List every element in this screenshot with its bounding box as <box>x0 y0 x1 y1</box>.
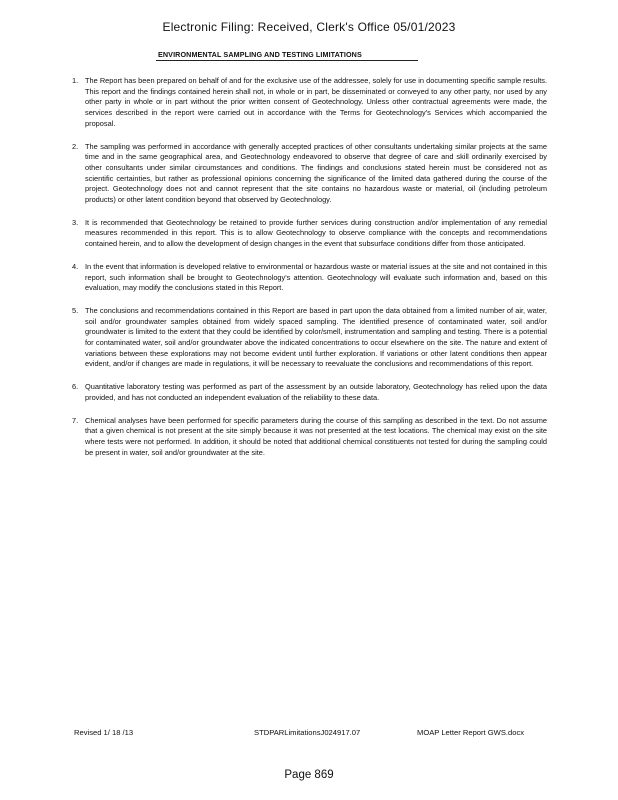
list-item <box>72 142 547 206</box>
footer-document-code: STDPARLimitationsJ024917.07 <box>254 728 361 737</box>
footer-filename: MOAP Letter Report GWS.docx <box>417 728 525 737</box>
item-text: The conclusions and recommendations contained in this Report are based in part upon the data obtained from a limited number of air, water, soil and/or groundwater samples obtained from widely spaced sampling. The identified presence of contaminated water, soil and/or groundwater is limited to the extent that they could be identified by color/smell, instrumentation and sampling and testing. There is a potential for contaminated water, soil and/or groundwater above the indicated concentrations to occur elsewhere on the site. The nature and extent of variations between these explorations may not become evident until further exploration. If variations or other latent conditions then appear evident, and/or if changes are made in regulations, it will be necessary to reevaluate the conclusions and recommendations of this report. <box>85 305 547 369</box>
footer-revised: Revised 1/ 18 /13 <box>74 728 134 737</box>
item-text: The sampling was performed in accordance with generally accepted practices of other consultants undertaking similar projects at the same time and in the same geographical area, and Geotechnology endeavored to observe that degree of care and skill ordinarily exercised by other consultants under similar circumstances and conditions. The findings and conclusions stated herein must be considered not as scientific certainties, but rather as professional opinions concerning the significance of the limited data gathered during the course of the project. Geotechnology does not and cannot represent that the site contains no hazardous waste or material, oil (including petroleum products) or other latent condition beyond that observed by Geotechnology. <box>85 141 547 205</box>
limitations-list <box>72 76 547 458</box>
item-number: 5. <box>72 305 79 315</box>
item-text: In the event that information is developed relative to environmental or hazardous waste or material issues at the site and not contained in this report, such information shall be brought to Geotechnology's attention. Geotechnology will evaluate such information and, based on this evaluation, may modify the conclusions stated in this Report. <box>85 261 547 293</box>
list-item <box>72 76 547 130</box>
item-text: It is recommended that Geotechnology be retained to provide further services during construction and/or implementation of any remedial measures recommended in this report. This is to allow Geotechnology to observe compliance with the concepts and recommendations contained herein, and to allow the development of design changes in the event that subsurface conditions differ from those anticipated. <box>85 217 547 249</box>
filing-header: Electronic Filing: Received, Clerk's Office 05/01/2023 <box>162 20 456 34</box>
item-number: 3. <box>72 217 79 227</box>
page-number: Page 869 <box>284 769 334 781</box>
item-text: Chemical analyses have been performed for specific parameters during the course of this sampling as described in the text. Do not assume that a given chemical is not present at the site simply because it was not presented at the test locations. The chemical may exist on the site where tests were not performed. In addition, it should be noted that additional chemical constituents not tested for during the sampling could be present in water, soil and/or groundwater at the site. <box>85 415 547 457</box>
document-title: ENVIRONMENTAL SAMPLING AND TESTING LIMITATIONS <box>158 50 362 59</box>
title-underline <box>156 60 418 61</box>
item-number: 2. <box>72 141 79 151</box>
list-item <box>72 218 547 250</box>
list-item <box>72 306 547 370</box>
item-number: 4. <box>72 261 79 271</box>
item-text: Quantitative laboratory testing was performed as part of the assessment by an outside laboratory, Geotechnology has relied upon the data provided, and has not conducted an independent evaluation of the reliability to these data. <box>85 382 547 402</box>
item-number: 6. <box>72 382 79 392</box>
item-number: 7. <box>72 415 79 425</box>
list-item <box>72 262 547 294</box>
list-item <box>72 382 547 403</box>
item-number: 1. <box>72 76 79 85</box>
item-text: The Report has been prepared on behalf of and for the exclusive use of the addressee, solely for use in documenting specific sample results. This report and the findings contained herein shall not, in whole or in part, be disseminated or conveyed to any other party, nor used by any other party in whole or in part without the prior written consent of Geotechnology. Unless other contractual agreements were made, the services described in the report were carried out in accordance with the Terms for Geotechnology's Services which accompanied the proposal. <box>85 76 547 128</box>
list-item <box>72 416 547 459</box>
